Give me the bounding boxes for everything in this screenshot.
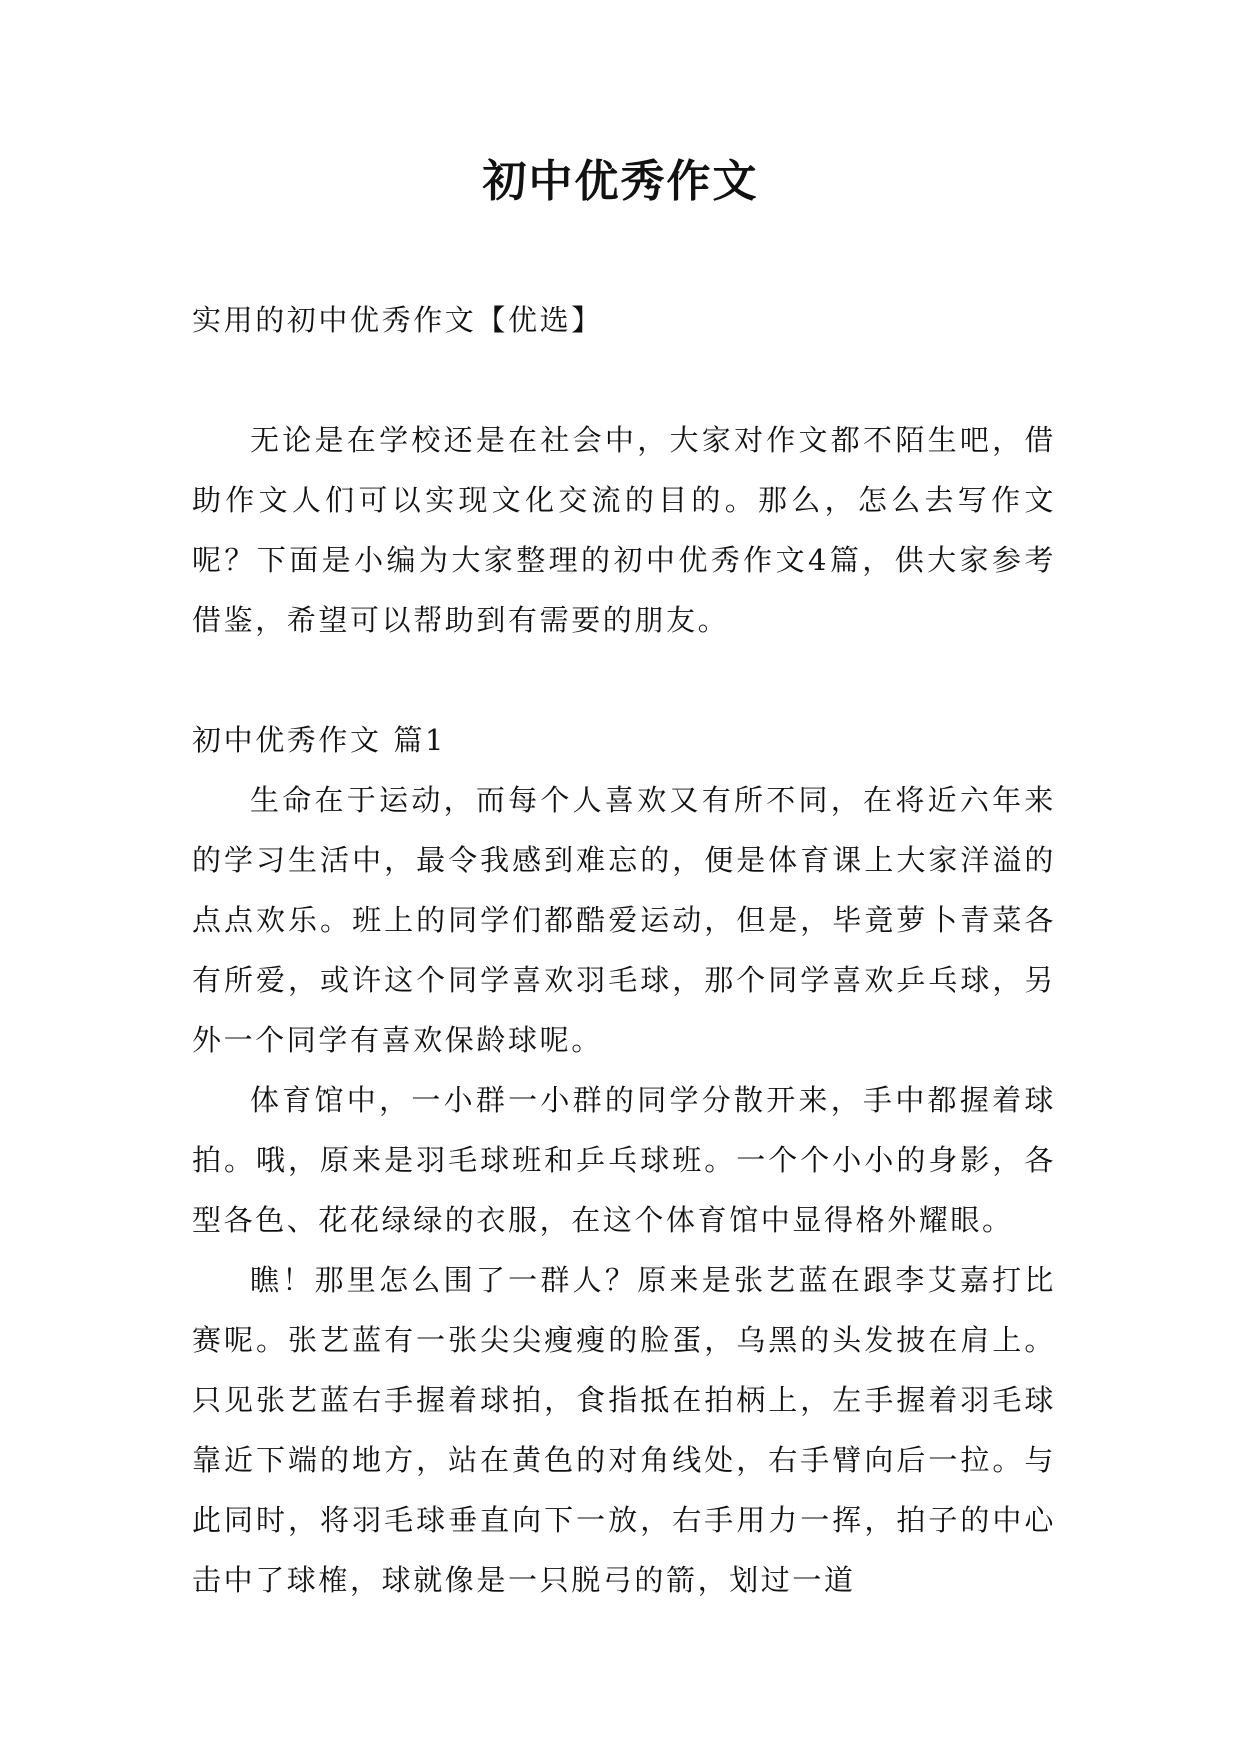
body-paragraph: 生命在于运动，而每个人喜欢又有所不同，在将近六年来的学习生活中，最令我感到难忘的，便是体育课上大家洋溢的点点欢乐。班上的同学们都酷爱运动，但是，毕竟萝卜青菜各有所爱，或许这个同学喜欢羽毛球，那个同学喜欢乒乓球，另外一个同学有喜欢保龄球呢。 — [192, 783, 1056, 1057]
document-title: 初中优秀作文 — [482, 156, 759, 207]
body-paragraph: 瞧！那里怎么围了一群人？原来是张艺蓝在跟李艾嘉打比赛呢。张艺蓝有一张尖尖瘦瘦的脸蛋，乌黑的头发披在肩上。只见张艺蓝右手握着球拍，食指抵在拍柄上，左手握着羽毛球靠近下端的地方，站在黄色的对角线处，右手臂向后一拉。与此同时，将羽毛球垂直向下一放，右手用力一挥，拍子的中心击中了球榷，球就像是一只脱弓的箭，划过一道 — [192, 1263, 1056, 1597]
essay-section — [192, 710, 1056, 1610]
document-body — [192, 290, 1056, 1610]
section-heading: 初中优秀作文 篇1 — [192, 723, 447, 757]
document-subtitle: 实用的初中优秀作文【优选】 — [192, 303, 603, 337]
intro-paragraph: 无论是在学校还是在社会中，大家对作文都不陌生吧，借助作文人们可以实现文化交流的目的。那么，怎么去写作文呢？下面是小编为大家整理的初中优秀作文4篇，供大家参考借鉴，希望可以帮助到有需要的朋友。 — [192, 423, 1056, 637]
body-paragraph: 体育馆中，一小群一小群的同学分散开来，手中都握着球拍。哦，原来是羽毛球班和乒乓球班。一个个小小的身影，各型各色、花花绿绿的衣服，在这个体育馆中显得格外耀眼。 — [192, 1083, 1056, 1237]
